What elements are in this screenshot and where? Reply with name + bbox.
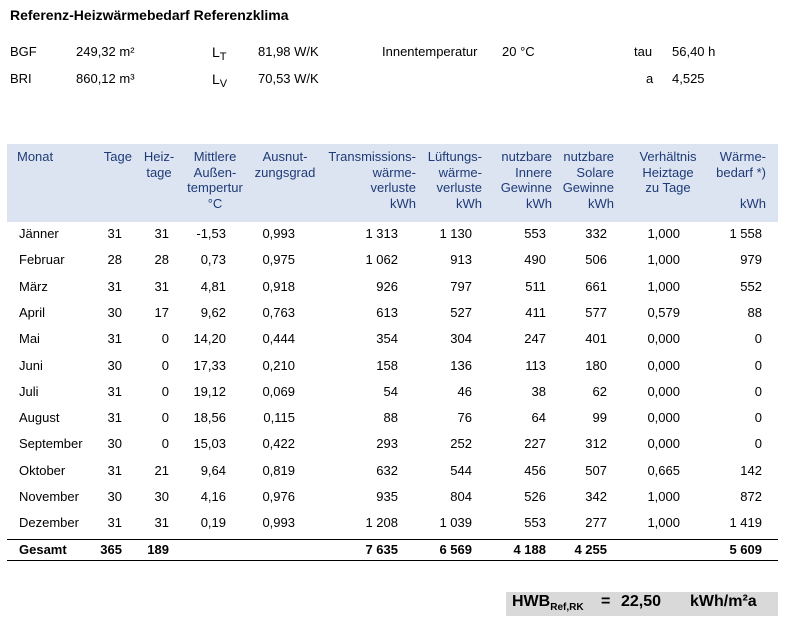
cell-monat: Oktober (19, 462, 66, 478)
cell-inn: 227 (524, 436, 546, 452)
cell-monat: Juni (19, 357, 43, 373)
cell-sol: 507 (585, 462, 607, 478)
cell-heiz: 28 (154, 252, 169, 268)
cell-verh: 0,579 (647, 304, 680, 320)
cell-inn: 511 (525, 278, 546, 294)
cell-tage: 30 (107, 436, 122, 452)
header-lueftung: Lüftungs- wärme- verluste kWh (427, 149, 482, 211)
cell-sol: 506 (585, 252, 607, 268)
cell-verh: 0,665 (647, 462, 680, 478)
cell-tage: 31 (107, 278, 122, 294)
bgf-value: 249,32 m² (76, 44, 135, 59)
cell-lueft: 1 130 (439, 226, 472, 241)
cell-ausn: 0,993 (262, 515, 295, 531)
cell-tage: 31 (107, 515, 122, 531)
total-wb: 5 609 (729, 542, 762, 557)
cell-lueft: 304 (450, 331, 472, 347)
cell-ausn: 0,115 (263, 410, 295, 426)
cell-trans: 632 (376, 462, 398, 478)
hwb-label: $HWB_{Ref,RK}$ (512, 593, 584, 614)
total-tage: 365 (100, 542, 122, 557)
cell-ausn: 0,763 (262, 304, 295, 320)
bri-value: 860,12 m³ (76, 71, 135, 86)
cell-tage: 30 (107, 357, 122, 373)
header-innere-gewinne: nutzbare Innere Gewinne kWh (500, 149, 552, 211)
cell-trans: 613 (376, 304, 398, 320)
cell-ausn: 0,210 (262, 357, 295, 373)
cell-sol: 99 (592, 410, 607, 426)
cell-ausn: 0,444 (262, 331, 295, 347)
cell-sol: 577 (585, 304, 607, 320)
cell-temp: 14,20 (193, 331, 226, 347)
total-divider (7, 539, 778, 540)
cell-sol: 661 (585, 278, 607, 294)
cell-sol: 312 (585, 436, 607, 452)
cell-wb: 142 (740, 462, 762, 478)
cell-tage: 31 (107, 410, 122, 426)
cell-inn: 38 (531, 383, 546, 399)
total-lueft: 6 569 (439, 542, 472, 557)
cell-lueft: 136 (450, 357, 472, 373)
cell-inn: 490 (524, 252, 546, 268)
cell-heiz: 31 (154, 226, 169, 241)
total-heiz: 189 (147, 542, 169, 557)
cell-heiz: 31 (154, 515, 169, 531)
cell-lueft: 527 (450, 304, 472, 320)
cell-verh: 0,000 (647, 331, 680, 347)
cell-lueft: 252 (450, 436, 472, 452)
cell-inn: 113 (525, 357, 546, 373)
cell-trans: 354 (376, 331, 398, 347)
cell-temp: -1,53 (196, 226, 226, 241)
cell-tage: 30 (107, 489, 122, 504)
cell-verh: 1,000 (647, 278, 680, 294)
cell-sol: 342 (585, 489, 607, 504)
cell-ausn: 0,975 (262, 252, 295, 268)
cell-inn: 64 (531, 410, 546, 426)
lv-label: $L_V$ (212, 71, 228, 90)
cell-heiz: 0 (161, 357, 169, 373)
lt-label: $L_T$ (212, 44, 227, 63)
cell-temp: 9,62 (200, 304, 226, 320)
cell-heiz: 0 (161, 383, 169, 399)
cell-ausn: 0,819 (262, 462, 295, 478)
innentemp-label: Innentemperatur (382, 44, 478, 59)
cell-verh: 1,000 (647, 515, 680, 531)
cell-heiz: 31 (154, 278, 169, 294)
hwb-value: 22,50 (621, 593, 662, 610)
cell-tage: 30 (107, 304, 122, 320)
cell-trans: 158 (376, 357, 398, 373)
header-monat: Monat (17, 149, 54, 164)
cell-sol: 401 (585, 331, 607, 347)
cell-sol: 277 (585, 515, 607, 531)
cell-verh: 1,000 (647, 226, 680, 241)
page-title: Referenz-Heizwärmebedarf Referenzklima (10, 7, 289, 23)
cell-heiz: 0 (161, 436, 169, 452)
cell-wb: 979 (740, 252, 762, 268)
cell-monat: November (19, 489, 79, 504)
cell-monat: Mai (19, 331, 40, 347)
cell-wb: 872 (740, 489, 762, 504)
header-heiztage: Heiz- tage (143, 149, 175, 180)
cell-trans: 1 062 (365, 252, 398, 268)
cell-wb: 0 (754, 357, 762, 373)
cell-trans: 1 208 (365, 515, 398, 531)
cell-monat: März (19, 278, 48, 294)
cell-lueft: 76 (457, 410, 472, 426)
cell-inn: 526 (524, 489, 546, 504)
cell-tage: 31 (107, 462, 122, 478)
bgf-label: BGF (10, 44, 37, 59)
total-trans: 7 635 (365, 542, 398, 557)
hwb-equals: = (601, 593, 611, 610)
cell-tage: 28 (107, 252, 122, 268)
cell-monat: Dezember (19, 515, 79, 531)
cell-wb: 1 419 (729, 515, 762, 531)
cell-inn: 456 (524, 462, 546, 478)
cell-temp: 18,56 (193, 410, 226, 426)
cell-inn: 553 (524, 515, 546, 531)
a-value: 4,525 (672, 71, 705, 86)
lv-value: 70,53 W/K (258, 71, 319, 86)
cell-temp: 17,33 (193, 357, 226, 373)
cell-sol: 62 (592, 383, 607, 399)
lt-value: 81,98 W/K (258, 44, 319, 59)
cell-inn: 411 (525, 304, 546, 320)
innentemp-value: 20 °C (502, 44, 535, 59)
cell-lueft: 46 (457, 383, 472, 399)
cell-sol: 332 (585, 226, 607, 241)
table-bottom-rule (7, 560, 778, 561)
cell-tage: 31 (107, 226, 122, 241)
header-tage: Tage (103, 149, 132, 164)
cell-ausn: 0,976 (262, 489, 295, 504)
cell-trans: 293 (376, 436, 398, 452)
header-temperatur: Mittlere Außen- tempertur °C (187, 149, 243, 211)
header-transmission: Transmissions- wärme- verluste kWh (328, 149, 416, 211)
cell-lueft: 797 (450, 278, 472, 294)
cell-monat: Jänner (19, 226, 59, 241)
cell-temp: 19,12 (193, 383, 226, 399)
cell-sol: 180 (585, 357, 607, 373)
cell-monat: September (19, 436, 83, 452)
cell-heiz: 0 (161, 331, 169, 347)
cell-wb: 0 (754, 331, 762, 347)
cell-verh: 1,000 (647, 489, 680, 504)
cell-tage: 31 (107, 331, 122, 347)
cell-verh: 0,000 (647, 357, 680, 373)
tau-value: 56,40 h (672, 44, 716, 59)
cell-ausn: 0,069 (262, 383, 295, 399)
hwb-unit: kWh/m²a (690, 593, 757, 610)
cell-lueft: 913 (450, 252, 472, 268)
header-solare-gewinne: nutzbare Solare Gewinne kWh (562, 149, 614, 211)
total-monat: Gesamt (19, 542, 67, 557)
cell-temp: 9,64 (200, 462, 226, 478)
cell-wb: 552 (740, 278, 762, 294)
cell-ausn: 0,422 (262, 436, 295, 452)
cell-heiz: 30 (154, 489, 169, 504)
cell-trans: 926 (376, 278, 398, 294)
cell-monat: August (19, 410, 60, 426)
cell-ausn: 0,993 (262, 226, 295, 241)
cell-verh: 0,000 (647, 410, 680, 426)
total-sol: 4 255 (574, 542, 607, 557)
bri-label: BRI (10, 71, 32, 86)
cell-trans: 935 (376, 489, 398, 504)
cell-verh: 0,000 (647, 383, 680, 399)
cell-inn: 553 (524, 226, 546, 241)
cell-temp: 0,73 (200, 252, 226, 268)
cell-lueft: 1 039 (439, 515, 472, 531)
cell-wb: 88 (747, 304, 762, 320)
cell-lueft: 804 (450, 489, 472, 504)
tau-label: tau (634, 44, 653, 59)
cell-wb: 1 558 (729, 226, 762, 241)
cell-verh: 1,000 (647, 252, 680, 268)
cell-temp: 0,19 (200, 515, 226, 531)
cell-inn: 247 (524, 331, 546, 347)
cell-monat: Februar (19, 252, 65, 268)
cell-heiz: 0 (161, 410, 169, 426)
cell-trans: 54 (383, 383, 398, 399)
cell-wb: 0 (754, 383, 762, 399)
header-verhaeltnis: Verhältnis Heiztage zu Tage (639, 149, 697, 196)
cell-verh: 0,000 (647, 436, 680, 452)
header-ausnutzungsgrad: Ausnut- zungsgrad (254, 149, 316, 180)
a-label: a (646, 71, 654, 86)
cell-monat: April (19, 304, 46, 320)
cell-heiz: 17 (154, 304, 169, 320)
cell-heiz: 21 (154, 462, 169, 478)
cell-monat: Juli (19, 383, 39, 399)
cell-tage: 31 (107, 383, 122, 399)
cell-temp: 4,81 (200, 278, 226, 294)
cell-trans: 88 (383, 410, 398, 426)
cell-trans: 1 313 (365, 226, 398, 241)
total-inn: 4 188 (513, 542, 546, 557)
cell-temp: 4,16 (200, 489, 226, 504)
cell-ausn: 0,918 (262, 278, 295, 294)
cell-wb: 0 (754, 436, 762, 452)
cell-temp: 15,03 (193, 436, 226, 452)
cell-wb: 0 (754, 410, 762, 426)
cell-lueft: 544 (450, 462, 472, 478)
header-waermebedarf: Wärme- bedarf *) kWh (716, 149, 766, 211)
